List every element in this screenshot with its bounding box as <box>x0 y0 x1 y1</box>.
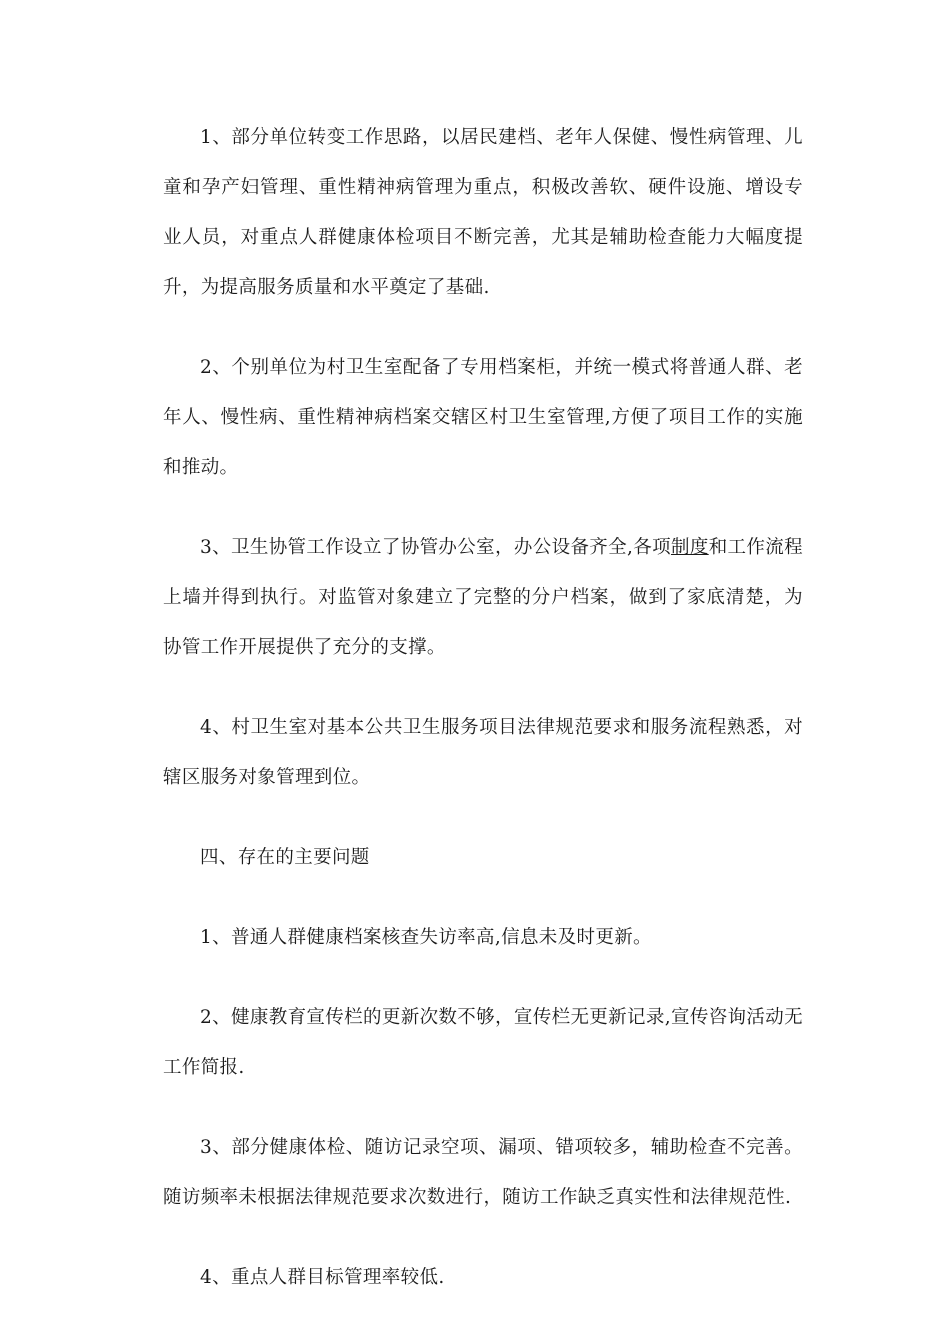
paragraph-problem-2: 2、健康教育宣传栏的更新次数不够，宣传栏无更新记录,宣传咨询活动无工作简报. <box>163 1007 803 1078</box>
paragraph-achievement-3-part-1: 3、卫生协管工作设立了协管办公室，办公设备齐全,各项 <box>200 537 671 558</box>
document-body <box>163 113 803 1333</box>
paragraph-achievement-3 <box>163 523 803 673</box>
paragraph-achievement-1: 1、部分单位转变工作思路，以居民建档、老年人保健、慢性病管理、儿童和孕产妇管理、重性精神病管理为重点，积极改善软、硬件设施、增设专业人员，对重点人群健康体检项目不断完善，尤其是辅助检查能力大幅度提升，为提高服务质量和水平奠定了基础. <box>163 127 803 298</box>
paragraph-achievement-2: 2、个别单位为村卫生室配备了专用档案柜，并统一模式将普通人群、老年人、慢性病、重性精神病档案交辖区村卫生室管理,方便了项目工作的实施和推动。 <box>163 357 803 478</box>
paragraph-problem-1: 1、普通人群健康档案核查失访率高,信息未及时更新。 <box>200 927 652 948</box>
paragraph-achievement-4: 4、村卫生室对基本公共卫生服务项目法律规范要求和服务流程熟悉，对辖区服务对象管理到位。 <box>163 717 803 788</box>
paragraph-achievement-3-part-2: 和工作流程上墙并得到执行。对监管对象建立了完整的分户档案，做到了家底清楚，为协管工作开展提供了充分的支撑。 <box>163 537 803 658</box>
section-heading-problems: 四、存在的主要问题 <box>200 847 370 868</box>
paragraph-problem-3: 3、部分健康体检、随访记录空项、漏项、错项较多，辅助检查不完善。随访频率未根据法律规范要求次数进行，随访工作缺乏真实性和法律规范性. <box>163 1137 803 1208</box>
paragraph-problem-4: 4、重点人群目标管理率较低. <box>200 1267 445 1288</box>
underlined-link-text: 制度 <box>670 537 709 558</box>
